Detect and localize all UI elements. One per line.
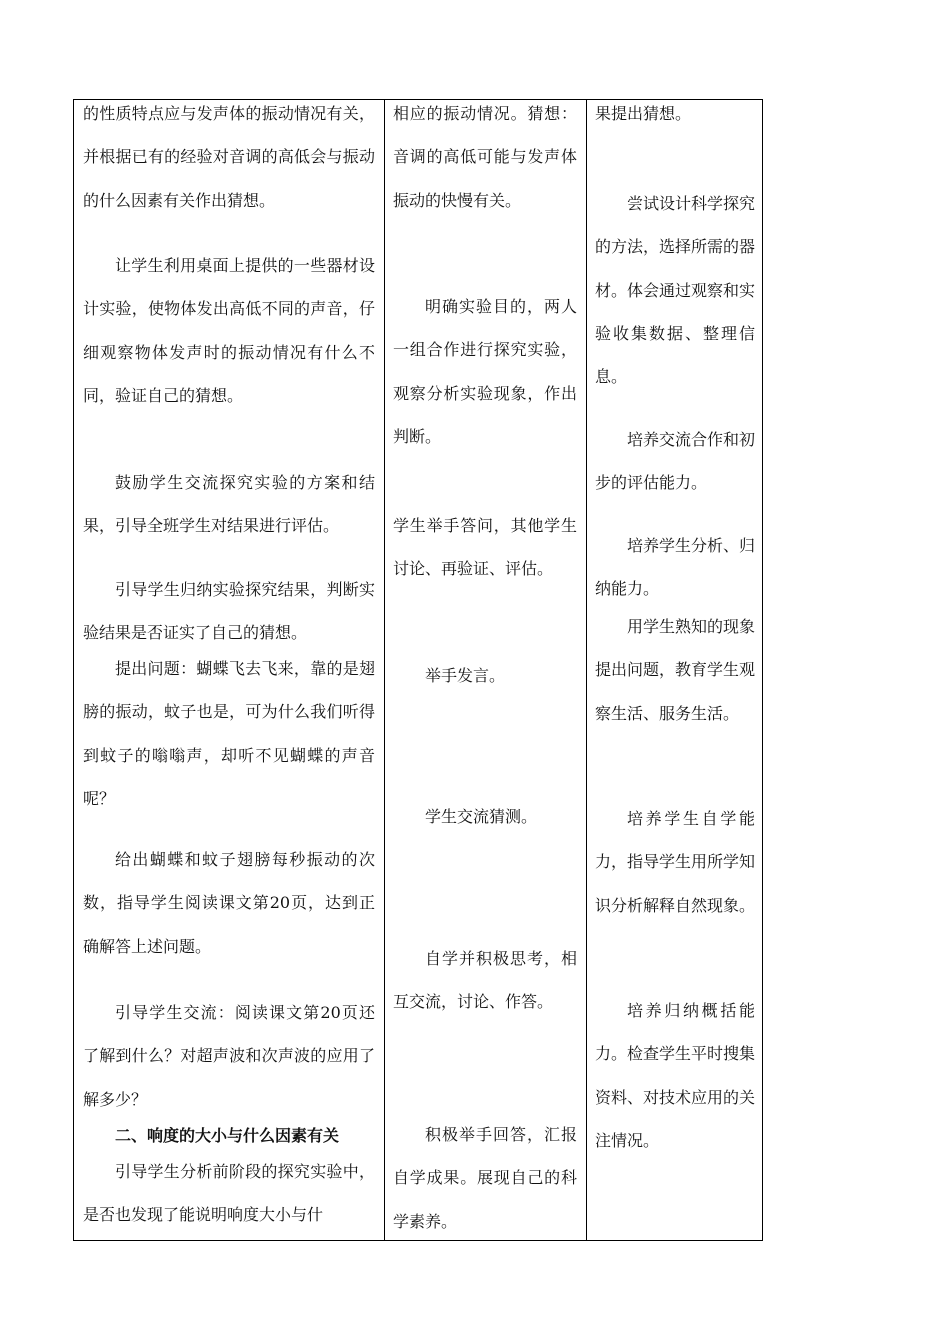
teacher-paragraph: 给出蝴蝶和蚊子翅膀每秒振动的次数，指导学生阅读课文第20页，达到正确解答上述问题。 — [83, 850, 375, 956]
teacher-paragraph: 的性质特点应与发声体的振动情况有关，并根据已有的经验对音调的高低会与振动的什么因素有关作出猜想。 — [83, 104, 375, 210]
teacher-paragraph: 引导学生归纳实验探究结果，判断实验结果是否证实了自己的猜想。 — [83, 580, 375, 643]
student-paragraph: 学生交流猜测。 — [425, 807, 538, 826]
student-activity-column — [385, 100, 587, 1240]
intent-paragraph: 用学生熟知的现象提出问题，教育学生观察生活、服务生活。 — [595, 617, 756, 723]
student-paragraph: 举手发言。 — [425, 666, 506, 685]
student-paragraph: 学生举手答问，其他学生讨论、再验证、评估。 — [393, 516, 577, 579]
intent-paragraph: 培养归纳概括能力。检查学生平时搜集资料、对技术应用的关注情况。 — [595, 1001, 756, 1150]
teacher-activity-column — [74, 100, 385, 1240]
student-paragraph: 明确实验目的，两人一组合作进行探究实验，观察分析实验现象，作出判断。 — [393, 297, 577, 446]
teacher-paragraph: 引导学生交流：阅读课文第20页还了解到什么？对超声波和次声波的应用了解多少？ — [83, 1003, 375, 1109]
teacher-paragraph: 引导学生分析前阶段的探究实验中，是否也发现了能说明响度大小与什 — [83, 1162, 375, 1225]
teacher-paragraph: 让学生利用桌面上提供的一些器材设计实验，使物体发出高低不同的声音，仔细观察物体发声时的振动情况有什么不同，验证自己的猜想。 — [83, 256, 375, 405]
student-paragraph: 自学并积极思考，相互交流，讨论、作答。 — [393, 949, 577, 1012]
student-paragraph: 相应的振动情况。猜想：音调的高低可能与发声体振动的快慢有关。 — [393, 104, 577, 210]
intent-paragraph: 培养交流合作和初步的评估能力。 — [595, 430, 756, 493]
intent-paragraph: 培养学生分析、归纳能力。 — [595, 536, 756, 599]
student-paragraph: 积极举手回答，汇报自学成果。展现自己的科学素养。 — [393, 1125, 577, 1231]
section-heading: 二、响度的大小与什么因素有关 — [115, 1126, 340, 1145]
lesson-table — [73, 99, 763, 1241]
teacher-paragraph: 鼓励学生交流探究实验的方案和结果，引导全班学生对结果进行评估。 — [83, 473, 375, 536]
intent-paragraph: 培养学生自学能力，指导学生用所学知识分析解释自然现象。 — [595, 809, 756, 915]
teacher-paragraph: 提出问题：蝴蝶飞去飞来，靠的是翅膀的振动，蚊子也是，可为什么我们听得到蚊子的嗡嗡声，却听不见蝴蝶的声音呢？ — [83, 659, 375, 808]
intent-paragraph: 果提出猜想。 — [595, 104, 692, 123]
design-intent-column — [587, 100, 764, 1240]
intent-paragraph: 尝试设计科学探究的方法，选择所需的器材。体会通过观察和实验收集数据、整理信息。 — [595, 194, 756, 387]
